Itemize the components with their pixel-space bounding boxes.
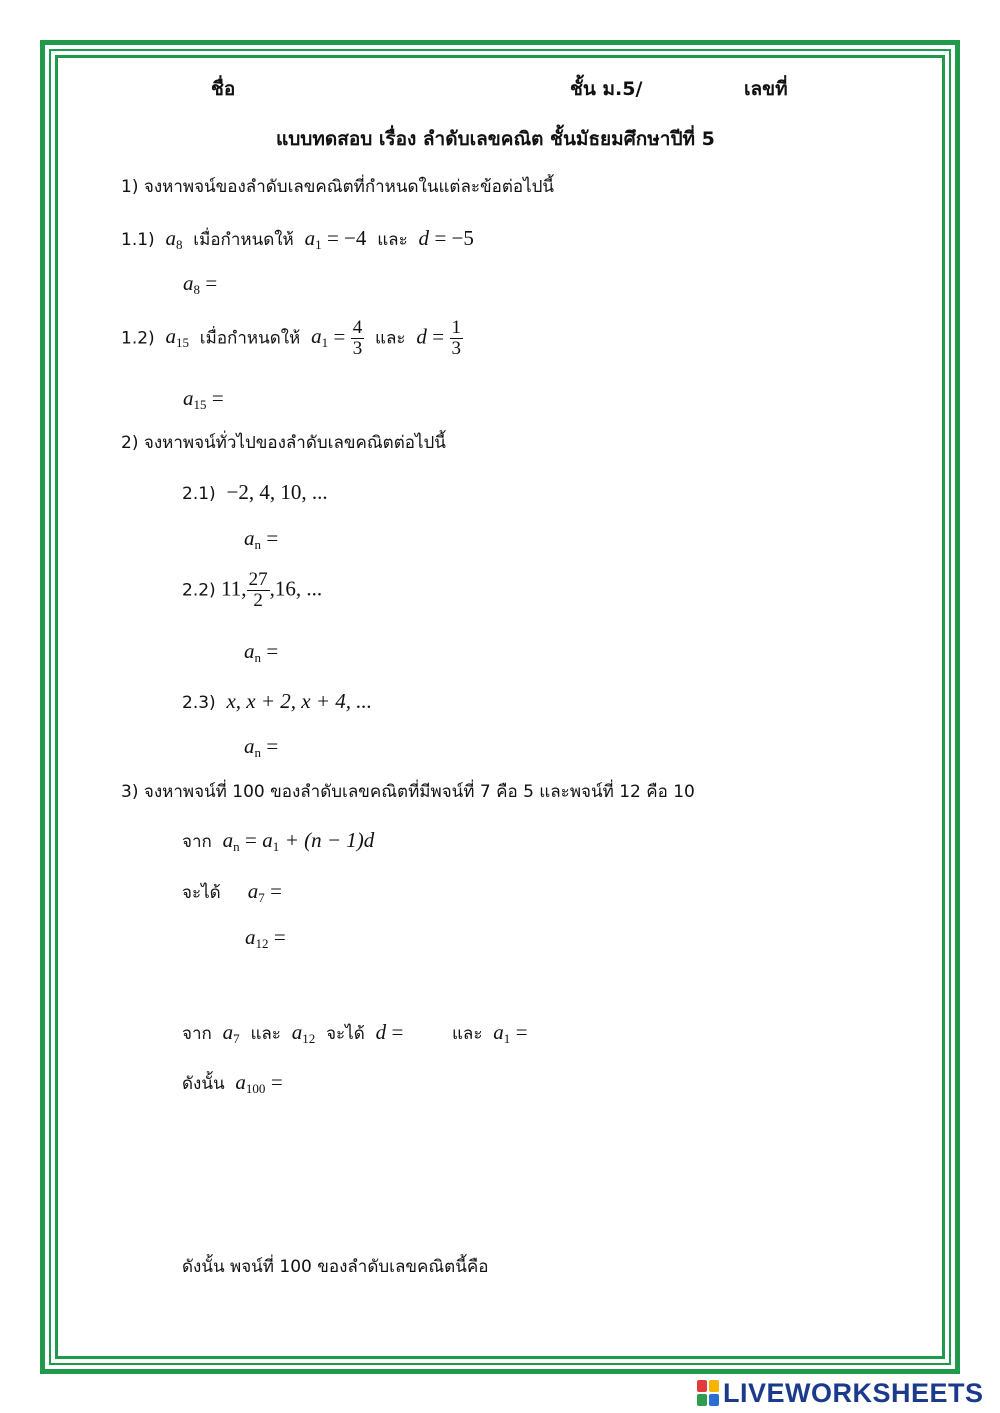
q2-2-fraction: $\frac{27}{2}$ xyxy=(248,569,268,611)
q1-2-line: 1.2) $a_{15}$ เมื่อกำหนดให้ $a_1$ = $\frac{4}{3}$ และ d = $\frac{1}{3}$ xyxy=(121,317,462,359)
q1-1-answer-field[interactable]: $a_8$ = xyxy=(183,271,218,297)
logo-square-blue-icon xyxy=(709,1394,719,1406)
q2-1-answer-field[interactable]: $a_n$ = xyxy=(244,526,279,552)
logo-square-red-icon xyxy=(697,1380,707,1392)
student-number-label: เลขที่ xyxy=(744,78,788,100)
name-label: ชื่อ xyxy=(211,78,236,100)
q2-3-answer-field[interactable]: $a_n$ = xyxy=(244,734,279,760)
liveworksheets-logo xyxy=(697,1378,984,1408)
q2-2-line: 2.2) 11, $\frac{27}{2}$ ,16, ... xyxy=(182,569,323,611)
logo-text: LIVEWORKSHEETS xyxy=(723,1377,984,1408)
q2-2-answer-field[interactable]: $a_n$ = xyxy=(244,639,279,665)
q2-1-line: 2.1) −2, 4, 10, ... xyxy=(182,480,328,504)
q3-prompt: 3) จงหาพจน์ที่ 100 ของลำดับเลขคณิตที่มีพจน์ที่ 7 คือ 5 และพจน์ที่ 12 คือ 10 xyxy=(121,782,695,802)
q1-1-line: 1.1) $a_8$ เมื่อกำหนดให้ $a_1 = -4$ และ d = −5 xyxy=(121,226,474,252)
q2-prompt: 2) จงหาพจน์ทั่วไปของลำดับเลขคณิตต่อไปนี้ xyxy=(121,433,446,453)
q1-2-a1-fraction: $\frac{4}{3}$ xyxy=(352,317,363,359)
q1-2-d-fraction: $\frac{1}{3}$ xyxy=(451,317,462,359)
logo-square-yellow-icon xyxy=(709,1380,719,1392)
q3-a100-line[interactable]: ดังนั้น $a_{100}$ = xyxy=(182,1070,283,1096)
q3-d-a1-line[interactable]: จาก $a_7$ และ $a_{12}$ จะได้ d = และ $a_1$ = xyxy=(182,1020,528,1046)
q1-2-answer-field[interactable]: $a_{15}$ = xyxy=(183,386,224,412)
page-title: แบบทดสอบ เรื่อง ลำดับเลขคณิต ชั้นมัธยมศึกษาปีที่ 5 xyxy=(276,128,715,150)
q3-conclusion: ดังนั้น พจน์ที่ 100 ของลำดับเลขคณิตนี้คือ xyxy=(182,1257,489,1277)
q1-prompt: 1) จงหาพจน์ของลำดับเลขคณิตที่กำหนดในแต่ละข้อต่อไปนี้ xyxy=(121,177,555,197)
q3-a7-line[interactable]: จะได้ $a_7$ = xyxy=(182,879,282,905)
logo-grid-icon xyxy=(697,1380,719,1406)
q3-formula-line: จาก $a_n = a_1 + (n - 1)d$ xyxy=(182,828,375,854)
class-label: ชั้น ม.5/ xyxy=(570,78,643,100)
q3-a12-line[interactable]: $a_{12}$ = xyxy=(245,925,286,951)
logo-square-green-icon xyxy=(697,1394,707,1406)
q2-3-line: 2.3) x, x + 2, x + 4, ... xyxy=(182,689,373,713)
